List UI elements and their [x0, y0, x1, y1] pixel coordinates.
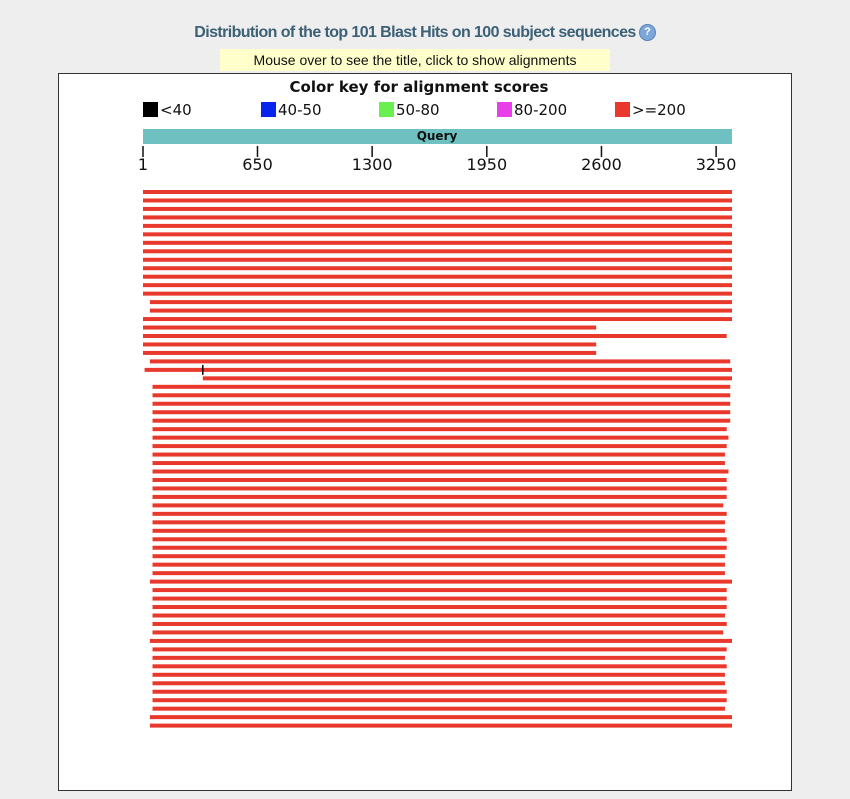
hit-bar[interactable] — [143, 326, 596, 330]
hit-bar[interactable] — [203, 376, 732, 380]
hit-bar[interactable] — [153, 385, 731, 389]
hit-bar[interactable] — [153, 537, 727, 541]
hit-bar[interactable] — [143, 317, 732, 321]
hit-bar[interactable] — [150, 639, 732, 643]
hit-bar[interactable] — [143, 266, 732, 270]
axis-tick-label: 1 — [137, 155, 149, 174]
color-key-swatch — [615, 102, 630, 117]
color-key-label: 40-50 — [278, 101, 322, 119]
hit-bar[interactable] — [153, 664, 727, 668]
color-key — [143, 101, 686, 119]
hit-bar[interactable] — [153, 605, 727, 609]
axis-tick-label: 2600 — [581, 155, 622, 174]
hit-bar[interactable] — [143, 342, 596, 346]
hit-bar[interactable] — [150, 715, 732, 719]
hit-bar[interactable] — [150, 580, 732, 584]
hit-bar[interactable] — [143, 275, 732, 279]
axis-tick-label: 3250 — [695, 155, 737, 174]
color-key-swatch — [261, 102, 276, 117]
color-key-swatch — [497, 102, 512, 117]
mouseover-hint: Mouse over to see the title, click to show alignments — [220, 49, 610, 71]
hit-bar[interactable] — [153, 453, 725, 457]
color-key-label: <40 — [160, 101, 192, 119]
query-axis — [138, 146, 737, 174]
hit-bar[interactable] — [153, 444, 727, 448]
hit-bar[interactable] — [153, 656, 725, 660]
hit-bar[interactable] — [153, 546, 727, 550]
hit-bar[interactable] — [150, 359, 730, 363]
hit-bar[interactable] — [153, 698, 727, 702]
hit-bar[interactable] — [143, 249, 732, 253]
hit-bar[interactable] — [143, 292, 732, 296]
hit-bar[interactable] — [153, 393, 731, 397]
hit-bar[interactable] — [153, 461, 725, 465]
hit-bar[interactable] — [153, 630, 724, 634]
hit-bar[interactable] — [153, 554, 725, 558]
hit-bar[interactable] — [143, 283, 732, 287]
hit-bar[interactable] — [153, 571, 725, 575]
page-title — [0, 24, 850, 42]
color-key-label: >=200 — [632, 101, 686, 119]
color-key-title: Color key for alignment scores — [289, 78, 549, 96]
color-key-swatch — [143, 102, 158, 117]
hit-bar[interactable] — [150, 309, 732, 313]
hit-bar[interactable] — [153, 647, 727, 651]
hit-bar[interactable] — [153, 419, 731, 423]
color-key-label: 50-80 — [396, 101, 440, 119]
hit-bar[interactable] — [143, 232, 732, 236]
hit-bar[interactable] — [153, 614, 725, 618]
color-key-swatch — [379, 102, 394, 117]
color-key-label: 80-200 — [514, 101, 568, 119]
hit-bar[interactable] — [153, 410, 731, 414]
hit-bar[interactable] — [150, 300, 732, 304]
hit-bar[interactable] — [153, 673, 725, 677]
hit-bar[interactable] — [153, 563, 725, 567]
hit-bar[interactable] — [153, 690, 727, 694]
hit-bar[interactable] — [143, 207, 732, 211]
hit-bar[interactable] — [153, 681, 725, 685]
blast-hits-graphic — [59, 74, 791, 790]
hit-bar[interactable] — [153, 486, 727, 490]
hit-bar[interactable] — [143, 258, 732, 262]
hit-bar[interactable] — [153, 503, 724, 507]
hit-bar[interactable] — [153, 520, 725, 524]
hit-bar[interactable] — [143, 351, 596, 355]
hit-bar[interactable] — [150, 724, 732, 728]
blast-distribution-panel — [58, 73, 792, 791]
hit-bars — [143, 190, 732, 728]
hit-bar[interactable] — [143, 334, 727, 338]
title-text: Distribution of the top 101 Blast Hits on 100 subject sequences — [194, 24, 636, 41]
hit-bar[interactable] — [153, 495, 727, 499]
hit-bar[interactable] — [153, 402, 731, 406]
hit-bar[interactable] — [143, 224, 732, 228]
hit-bar[interactable] — [145, 368, 732, 372]
hit-bar[interactable] — [153, 597, 727, 601]
help-circle-icon[interactable]: ? — [639, 24, 656, 41]
hit-bar[interactable] — [143, 198, 732, 202]
hit-bar[interactable] — [153, 588, 727, 592]
hit-bar[interactable] — [143, 215, 732, 219]
axis-tick-label: 1300 — [351, 155, 393, 174]
axis-tick-label: 1950 — [466, 155, 508, 174]
query-label: Query — [416, 129, 458, 143]
hit-bar[interactable] — [153, 478, 727, 482]
hit-bar[interactable] — [153, 427, 727, 431]
axis-tick-label: 650 — [242, 155, 273, 174]
hit-bar[interactable] — [153, 622, 727, 626]
hit-bar[interactable] — [153, 529, 725, 533]
hit-bar[interactable] — [153, 470, 729, 474]
hit-bar[interactable] — [153, 707, 725, 711]
hit-bar[interactable] — [143, 190, 732, 194]
hit-bar[interactable] — [143, 241, 732, 245]
hit-bar[interactable] — [153, 436, 729, 440]
hit-bar[interactable] — [153, 512, 727, 516]
